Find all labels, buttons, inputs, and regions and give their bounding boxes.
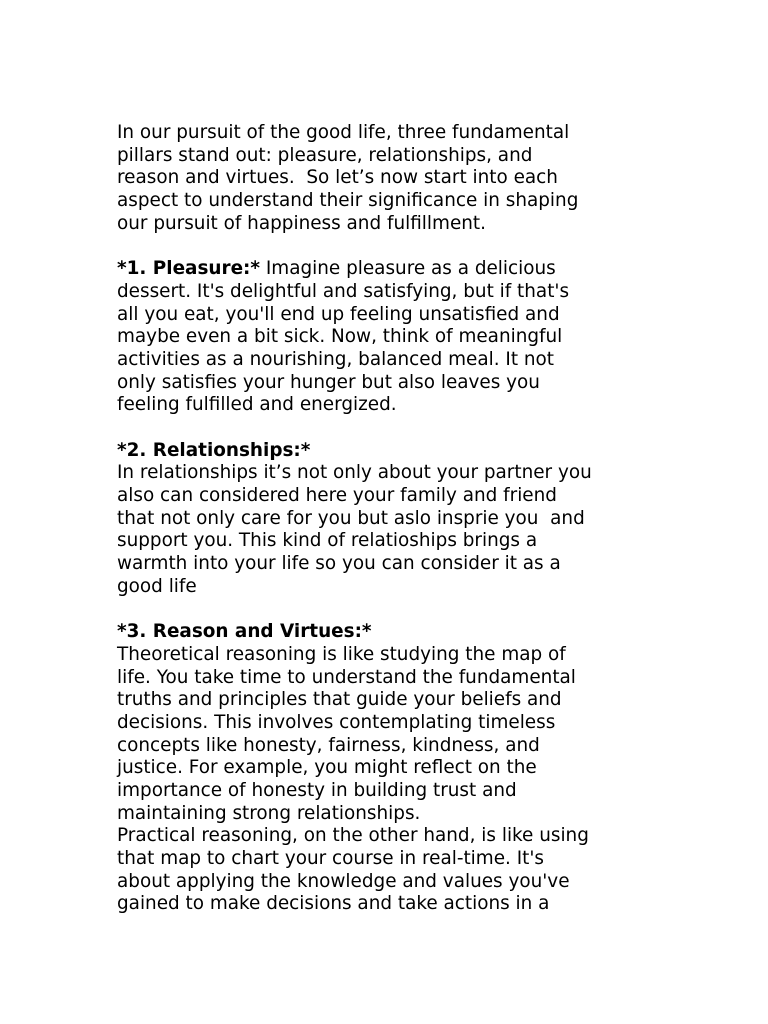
- section-reason-virtues-line: Practical reasoning, on the other hand, is like using: [117, 825, 589, 847]
- section-reason-virtues-line: that map to chart your course in real-time. It's: [117, 848, 544, 869]
- intro-paragraph: [117, 122, 657, 235]
- paragraph-spacer: [117, 598, 657, 621]
- section-reason-virtues-line: justice. For example, you might reflect on the: [117, 757, 537, 779]
- section-relationships-heading: *2. Relationships:*: [117, 439, 311, 461]
- section-pleasure-heading: *1. Pleasure:*: [117, 258, 261, 280]
- section-reason-virtues-line: Theoretical reasoning is like studying the map of: [117, 643, 566, 665]
- section-reason-virtues-line: importance of honesty in building trust and: [117, 779, 517, 801]
- intro-line: reason and virtues. So let’s now start into each: [117, 167, 558, 189]
- intro-line: In our pursuit of the good life, three fundamental: [117, 122, 570, 143]
- intro-line: aspect to understand their significance in shaping: [117, 190, 579, 212]
- paragraph-spacer: [117, 417, 657, 440]
- section-pleasure-line: all you eat, you'll end up feeling unsatisfied and: [117, 303, 560, 325]
- section-reason-virtues-line: truths and principles that guide your beliefs and: [117, 689, 562, 711]
- section-pleasure-line: dessert. It's delightful and satisfying, but if that's: [117, 280, 570, 302]
- paragraph-spacer: [117, 235, 657, 258]
- section-pleasure-first-line: [117, 258, 657, 281]
- section-pleasure-line: feeling fulfilled and energized.: [117, 394, 397, 416]
- section-pleasure-text: Imagine pleasure as a delicious: [260, 258, 556, 280]
- section-relationships-line: good life: [117, 575, 197, 597]
- section-relationships-line: warmth into your life so you can consider it as a: [117, 553, 561, 575]
- section-reason-virtues: [117, 621, 657, 916]
- section-pleasure-line: maybe even a bit sick. Now, think of meaningful: [117, 326, 563, 348]
- section-relationships-line: support you. This kind of relatioships brings a: [117, 530, 538, 552]
- section-relationships-line: that not only care for you but aslo insprie you and: [117, 507, 585, 529]
- section-reason-virtues-line: concepts like honesty, fairness, kindness, and: [117, 734, 540, 756]
- section-pleasure-line: only satisfies your hunger but also leaves you: [117, 371, 540, 393]
- section-reason-virtues-line: life. You take time to understand the fundamental: [117, 666, 576, 688]
- intro-line: our pursuit of happiness and fulfillment.: [117, 212, 486, 234]
- section-relationships-line: In relationships it’s not only about your partner you: [117, 462, 592, 484]
- section-relationships-line: also can considered here your family and friend: [117, 485, 557, 506]
- section-reason-virtues-line: gained to make decisions and take actions in a: [117, 893, 550, 915]
- section-reason-virtues-heading: *3. Reason and Virtues:*: [117, 621, 372, 643]
- section-pleasure-line: activities as a nourishing, balanced meal. It not: [117, 348, 554, 370]
- section-pleasure: [117, 258, 657, 417]
- intro-line: pillars stand out: pleasure, relationships, and: [117, 144, 533, 166]
- section-reason-virtues-line: decisions. This involves contemplating timeless: [117, 711, 556, 733]
- section-relationships: [117, 440, 657, 599]
- section-reason-virtues-line: maintaining strong relationships.: [117, 802, 421, 824]
- section-reason-virtues-line: about applying the knowledge and values you've: [117, 870, 570, 892]
- document-body: [117, 122, 657, 916]
